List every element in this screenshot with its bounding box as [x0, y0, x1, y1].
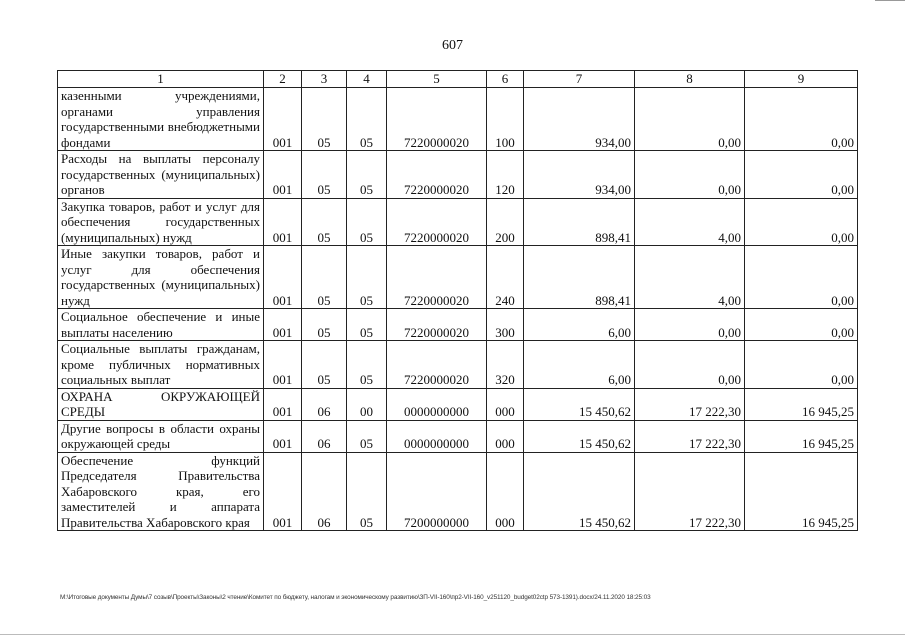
row-amount-3: 16 945,25 [745, 452, 858, 531]
header-cell: 7 [524, 71, 635, 88]
table-header-row [58, 71, 858, 88]
row-name: Социальное обеспечение и иные выплаты населению [58, 309, 264, 341]
row-amount-2: 17 222,30 [635, 388, 745, 420]
table-row [58, 341, 858, 389]
row-subsection-code: 05 [347, 341, 387, 389]
row-section-code: 06 [302, 452, 347, 531]
row-subsection-code: 05 [347, 151, 387, 199]
row-amount-3: 0,00 [745, 88, 858, 151]
row-amount-1: 898,41 [524, 246, 635, 309]
row-target-code: 7220000020 [387, 198, 487, 246]
row-amount-2: 4,00 [635, 198, 745, 246]
row-section-code: 05 [302, 246, 347, 309]
row-name: Расходы на выплаты персоналу государственных (муниципальных) органов [58, 151, 264, 199]
row-expense-type-code: 320 [487, 341, 524, 389]
row-expense-type-code: 000 [487, 452, 524, 531]
table-row [58, 420, 858, 452]
row-expense-type-code: 240 [487, 246, 524, 309]
table-row [58, 309, 858, 341]
row-section-code: 05 [302, 88, 347, 151]
row-amount-2: 0,00 [635, 309, 745, 341]
row-amount-2: 17 222,30 [635, 420, 745, 452]
row-amount-1: 15 450,62 [524, 388, 635, 420]
row-amount-3: 0,00 [745, 341, 858, 389]
header-cell: 4 [347, 71, 387, 88]
document-path-footer: M:\Итоговые документы Думы\7 созыв\Проекты\Законы\2 чтение\Комитет по бюджету, налогам и экономическому развитию\ЗП-VII-160\пр2-VII-160_v251120_budget02ctp 573-1391).docx/24.11.2020 18:25:03 [60, 594, 651, 601]
row-amount-3: 16 945,25 [745, 388, 858, 420]
row-section-code: 06 [302, 388, 347, 420]
header-cell: 1 [58, 71, 264, 88]
row-name: Закупка товаров, работ и услуг для обеспечения государственных (муниципальных) нужд [58, 198, 264, 246]
table-row [58, 452, 858, 531]
row-target-code: 7220000020 [387, 151, 487, 199]
row-ministry-code: 001 [264, 420, 302, 452]
row-expense-type-code: 120 [487, 151, 524, 199]
row-subsection-code: 05 [347, 198, 387, 246]
row-target-code: 7200000000 [387, 452, 487, 531]
row-name: казенными учреждениями, органами управления государственными внебюджетными фондами [58, 88, 264, 151]
row-subsection-code: 05 [347, 246, 387, 309]
header-cell: 8 [635, 71, 745, 88]
row-name: Иные закупки товаров, работ и услуг для обеспечения государственных (муниципальных) нужд [58, 246, 264, 309]
table-row [58, 151, 858, 199]
header-cell: 5 [387, 71, 487, 88]
row-ministry-code: 001 [264, 151, 302, 199]
row-target-code: 0000000000 [387, 420, 487, 452]
row-amount-3: 16 945,25 [745, 420, 858, 452]
header-cell: 2 [264, 71, 302, 88]
row-amount-2: 0,00 [635, 151, 745, 199]
table-row [58, 246, 858, 309]
row-amount-3: 0,00 [745, 151, 858, 199]
row-amount-2: 0,00 [635, 88, 745, 151]
row-section-code: 05 [302, 341, 347, 389]
row-amount-1: 934,00 [524, 88, 635, 151]
row-section-code: 05 [302, 198, 347, 246]
row-expense-type-code: 300 [487, 309, 524, 341]
row-subsection-code: 05 [347, 420, 387, 452]
row-amount-1: 6,00 [524, 309, 635, 341]
row-ministry-code: 001 [264, 246, 302, 309]
page-number: 607 [442, 38, 463, 53]
row-amount-1: 6,00 [524, 341, 635, 389]
row-expense-type-code: 100 [487, 88, 524, 151]
header-cell: 6 [487, 71, 524, 88]
row-amount-1: 15 450,62 [524, 452, 635, 531]
row-subsection-code: 00 [347, 388, 387, 420]
row-name: Обеспечение функций Председателя Правительства Хабаровского края, его заместителей и аппарата Правительства Хабаровского края [58, 452, 264, 531]
table-row [58, 388, 858, 420]
row-amount-1: 934,00 [524, 151, 635, 199]
row-section-code: 05 [302, 151, 347, 199]
row-ministry-code: 001 [264, 452, 302, 531]
row-amount-2: 17 222,30 [635, 452, 745, 531]
row-expense-type-code: 000 [487, 388, 524, 420]
row-amount-1: 15 450,62 [524, 420, 635, 452]
row-name: Другие вопросы в области охраны окружающей среды [58, 420, 264, 452]
row-target-code: 7220000020 [387, 341, 487, 389]
row-ministry-code: 001 [264, 388, 302, 420]
row-target-code: 7220000020 [387, 88, 487, 151]
row-amount-1: 898,41 [524, 198, 635, 246]
row-ministry-code: 001 [264, 309, 302, 341]
row-subsection-code: 05 [347, 309, 387, 341]
row-name: ОХРАНА ОКРУЖАЮЩЕЙ СРЕДЫ [58, 388, 264, 420]
row-target-code: 0000000000 [387, 388, 487, 420]
corner-mark [875, 0, 905, 1]
row-ministry-code: 001 [264, 88, 302, 151]
row-subsection-code: 05 [347, 88, 387, 151]
row-amount-3: 0,00 [745, 309, 858, 341]
header-cell: 3 [302, 71, 347, 88]
page-bottom-rule [0, 634, 905, 635]
row-ministry-code: 001 [264, 198, 302, 246]
table-row [58, 88, 858, 151]
row-section-code: 05 [302, 309, 347, 341]
row-expense-type-code: 200 [487, 198, 524, 246]
row-target-code: 7220000020 [387, 309, 487, 341]
row-name: Социальные выплаты гражданам, кроме публичных нормативных социальных выплат [58, 341, 264, 389]
row-subsection-code: 05 [347, 452, 387, 531]
row-amount-3: 0,00 [745, 198, 858, 246]
row-ministry-code: 001 [264, 341, 302, 389]
row-section-code: 06 [302, 420, 347, 452]
row-amount-2: 4,00 [635, 246, 745, 309]
row-amount-2: 0,00 [635, 341, 745, 389]
table-row [58, 198, 858, 246]
row-amount-3: 0,00 [745, 246, 858, 309]
row-expense-type-code: 000 [487, 420, 524, 452]
header-cell: 9 [745, 71, 858, 88]
row-target-code: 7220000020 [387, 246, 487, 309]
budget-table [57, 70, 858, 531]
